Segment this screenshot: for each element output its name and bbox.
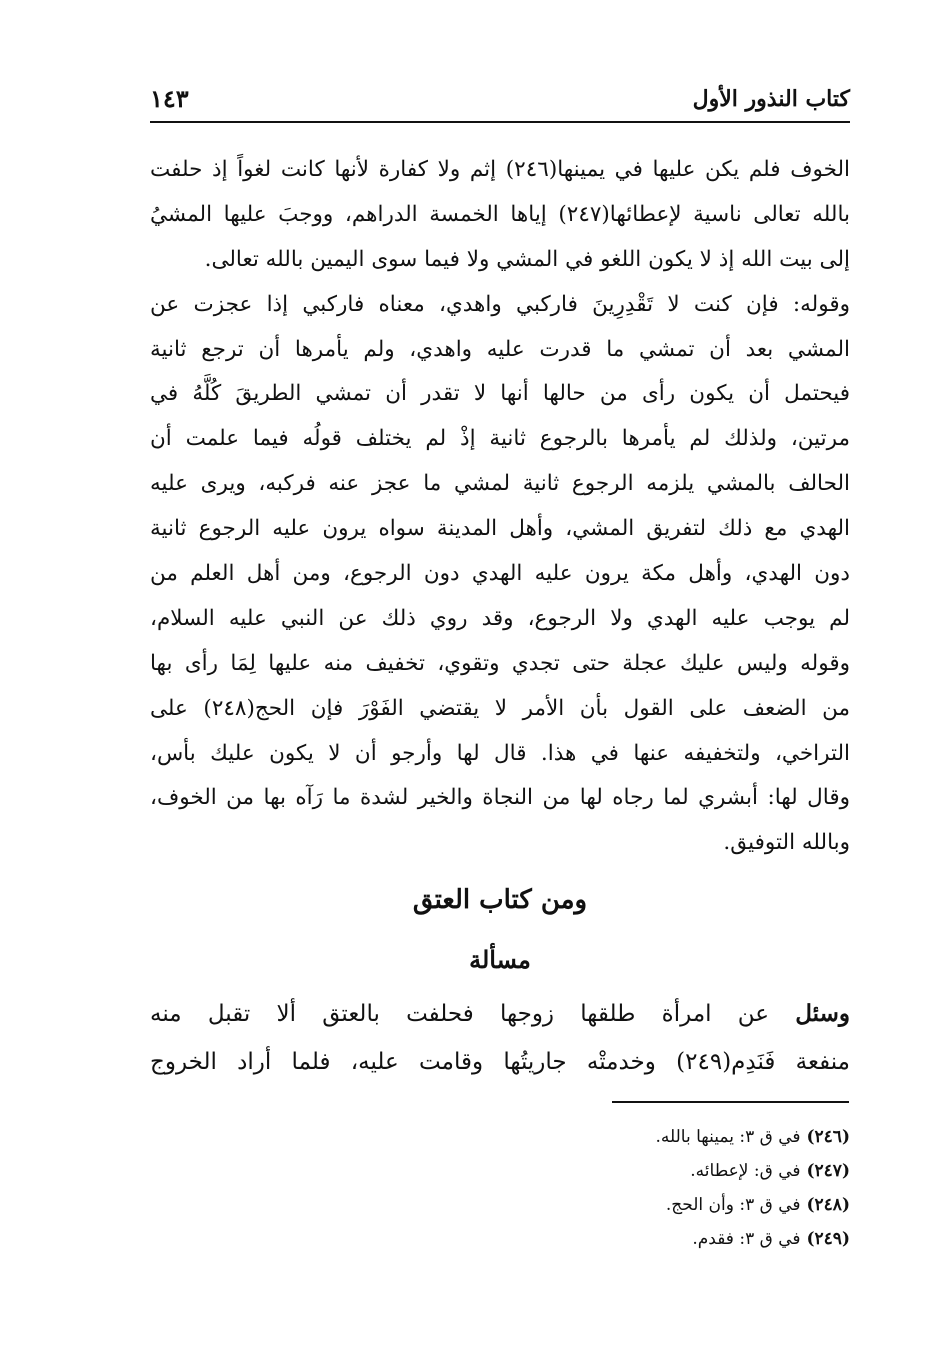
footnote	[400, 1120, 850, 1154]
text-line: وبالله التوفيق.	[723, 830, 850, 856]
text-line: إلى بيت الله إذ لا يكون اللغو في المشي ولا فيما سوى اليمين بالله تعالى.	[204, 246, 850, 272]
header-divider	[150, 121, 850, 123]
footnote-text: في ق: لإعطائه.	[690, 1161, 801, 1181]
text-line: الهدي مع ذلك لتفريق المشي، وأهل المدينة سواه يرون عليه الرجوع ثانية	[150, 516, 850, 542]
page-number: ١٤٣	[150, 84, 189, 113]
text-line: منفعة فَنَدِم(٢٤٩) وخدمتْه جاريتُها وقامت عليه، فلما أراد الخروج	[150, 1049, 850, 1075]
sub-heading: مسألة	[469, 945, 531, 974]
text-line: مرتين، ولذلك لم يأمرها بالرجوع ثانية إذْ لم يختلف قولُه فيما علمت أن	[150, 426, 850, 452]
footnote-number: (٢٤٨)	[806, 1195, 850, 1215]
page-header	[150, 78, 850, 114]
text-line: الحالف بالمشي يلزمه الرجوع ثانية لمشي ما عجز عنه فركبه، ويرى عليه	[150, 471, 850, 497]
question-paragraph	[150, 990, 850, 1086]
text-line: من الضعف على القول بأن الأمر لا يقتضي الفَوْرَ فإن الحج(٢٤٨) على	[150, 695, 850, 721]
lead-word: وسئل	[795, 1000, 850, 1027]
text-line: دون الهدي، وأهل مكة يرون عليه الهدي دون الرجوع، ومن أهل العلم من	[150, 561, 850, 587]
text-line: فيحتمل أن يكون رأى من حالها أنها لا تقدر أن تمشي الطريقَ كُلَّهُ في	[150, 381, 850, 407]
line-rest: عن امرأة طلقها زوجها فحلفت بالعتق ألا تقبل منه	[150, 1001, 796, 1027]
text-line: الخوف فلم يكن عليها في يمينها(٢٤٦) إثم ولا كفارة لأنها كانت لغواً إذ حلفت	[150, 157, 850, 182]
footnote-number: (٢٤٦)	[806, 1127, 850, 1147]
text-line: بالله تعالى ناسية لإعطائها(٢٤٧) إياها الخمسة الدراهم، ووجبَ عليها المشيُ	[150, 201, 850, 227]
running-title: كتاب النذور الأول	[692, 86, 850, 112]
footnote-number: (٢٤٧)	[806, 1161, 850, 1181]
text-line: لم يوجب عليه الهدي ولا الرجوع، وقد روي ذلك عن النبي عليه السلام،	[150, 605, 850, 631]
text-line: المشي بعد أن تمشي ما قدرت عليه واهدي، ولم يأمرها أن ترجع ثانية	[150, 336, 850, 362]
footnote	[400, 1188, 850, 1222]
footnote-number: (٢٤٩)	[806, 1229, 850, 1249]
section-heading: ومن كتاب العتق	[412, 885, 588, 915]
text-line	[150, 990, 850, 1038]
footnote-text: في ق ٣: وأن الحج.	[665, 1195, 801, 1215]
footnote-text: في ق ٣: فقدم.	[692, 1229, 801, 1249]
footnote-text: في ق ٣: يمينها بالله.	[655, 1127, 801, 1147]
main-paragraph	[150, 148, 850, 866]
text-line: وقوله: فإن كنت لا تَقْدِرِينَ فاركبي واهدي، معناه فاركبي إذا عجزت عن	[150, 291, 850, 317]
text-line: وقال لها: أبشري لما رجاه لها من النجاة والخير لشدة ما رَآه بها من الخوف،	[150, 785, 850, 811]
footnote-divider	[612, 1101, 849, 1103]
footnotes	[400, 1120, 850, 1256]
text-line: وقوله وليس عليك عجلة حتى تجدي وتقوي، تخفيف منه عليها لِمَا رأى بها	[150, 650, 850, 676]
text-line: التراخي، ولتخفيفه عنها في هذا. قال لها وأرجو أن لا يكون عليك بأس،	[150, 740, 850, 766]
footnote	[400, 1154, 850, 1188]
footnote	[400, 1222, 850, 1256]
